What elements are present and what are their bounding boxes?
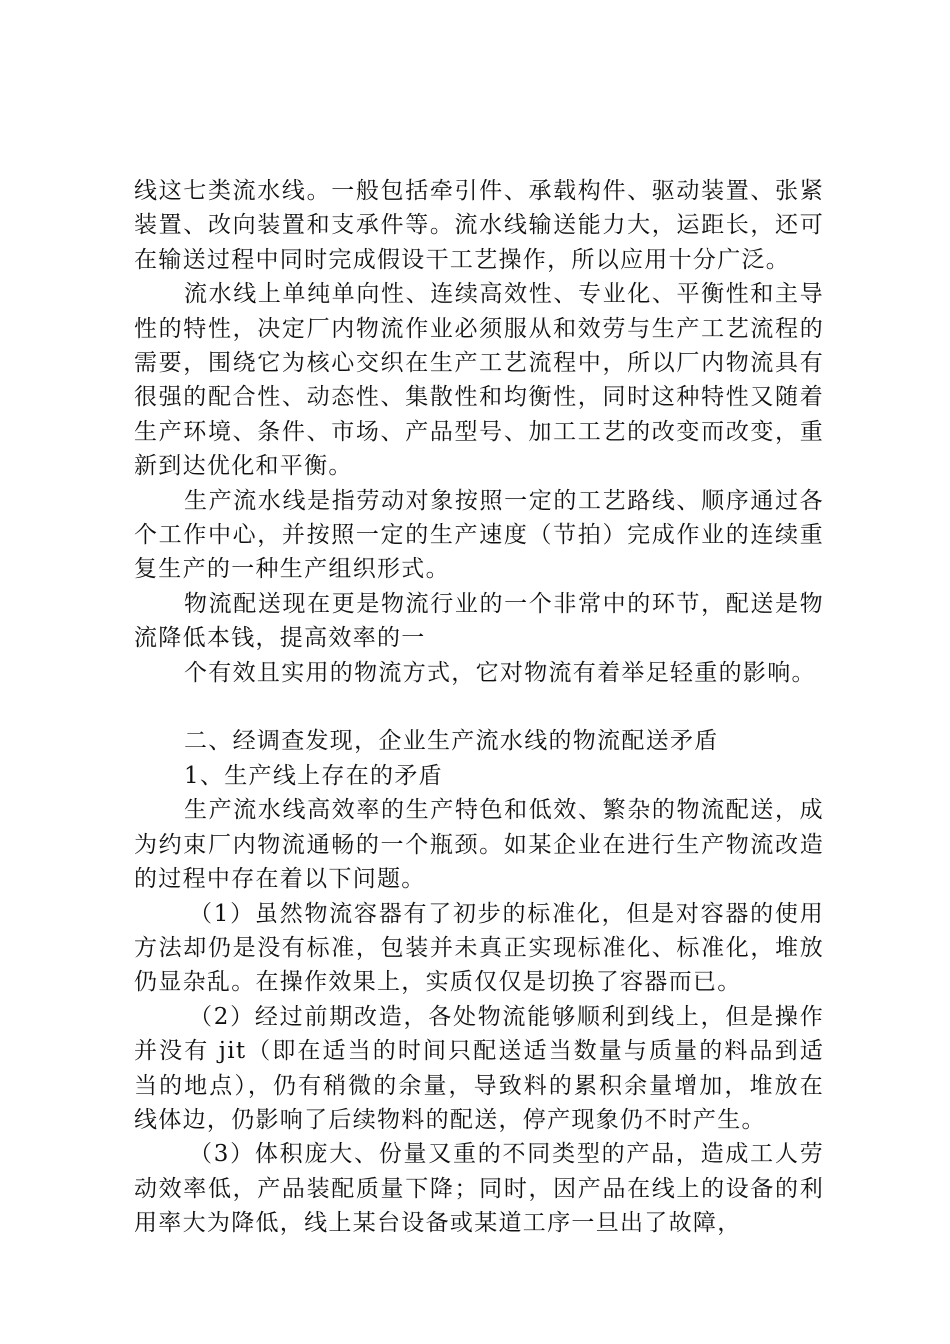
paragraph-distribution-continued: 个有效且实用的物流方式，它对物流有着举足轻重的影响。 [184, 659, 816, 686]
list-item-3: （3）体积庞大、份量又重的不同类型的产品，造成工人劳动效率低，产品装配质量下降；同时，因产品在线上的设备的利用率大为降低，线上某台设备或某道工序一旦出了故障， [134, 1141, 824, 1237]
document-body [134, 174, 824, 1241]
list-item-1: （1）虽然物流容器有了初步的标准化，但是对容器的使用方法却仍是没有标准，包装并未真正实现标准化、标准化，堆放仍显杂乱。在操作效果上，实质仅仅是切换了容器而已。 [134, 900, 824, 996]
paragraph-distribution-intro: 物流配送现在更是物流行业的一个非常中的环节，配送是物流降低本钱，提高效率的一 [134, 590, 824, 652]
section-heading-2: 二、经调查发现，企业生产流水线的物流配送矛盾 [184, 728, 719, 755]
list-item-2: （2）经过前期改造，各处物流能够顺利到线上，但是操作并没有 jit（即在适当的时间只配送适当数量与质量的料品到适当的地点），仍有稍微的余量，导致料的累积余量增加，堆放在线体边，仍影响了后续物料的配送，停产现象仍不时产生。 [134, 1003, 824, 1133]
paragraph-conveyor-types: 线这七类流水线。一般包括牵引件、承载构件、驱动装置、张紧装置、改向装置和支承件等。流水线输送能力大，运距长，还可在输送过程中同时完成假设干工艺操作，所以应用十分广泛。 [134, 178, 824, 273]
subsection-heading-1: 1、生产线上存在的矛盾 [184, 762, 443, 789]
paragraph-production-line-definition: 生产流水线是指劳动对象按照一定的工艺路线、顺序通过各个工作中心，并按照一定的生产速度（节拍）完成作业的连续重复生产的一种生产组织形式。 [134, 487, 824, 583]
paragraph-assembly-line-traits: 流水线上单纯单向性、连续高效性、专业化、平衡性和主导性的特性，决定厂内物流作业必须服从和效劳与生产工艺流程的需要，围绕它为核心交织在生产工艺流程中，所以厂内物流具有很强的配合性、动态性、集散性和均衡性，同时这种特性又随着生产环境、条件、市场、产品型号、加工工艺的改变而改变，重新到达优化和平衡。 [134, 281, 824, 480]
paragraph-bottleneck: 生产流水线高效率的生产特色和低效、繁杂的物流配送，成为约束厂内物流通畅的一个瓶颈。如某企业在进行生产物流改造的过程中存在着以下问题。 [134, 797, 824, 893]
